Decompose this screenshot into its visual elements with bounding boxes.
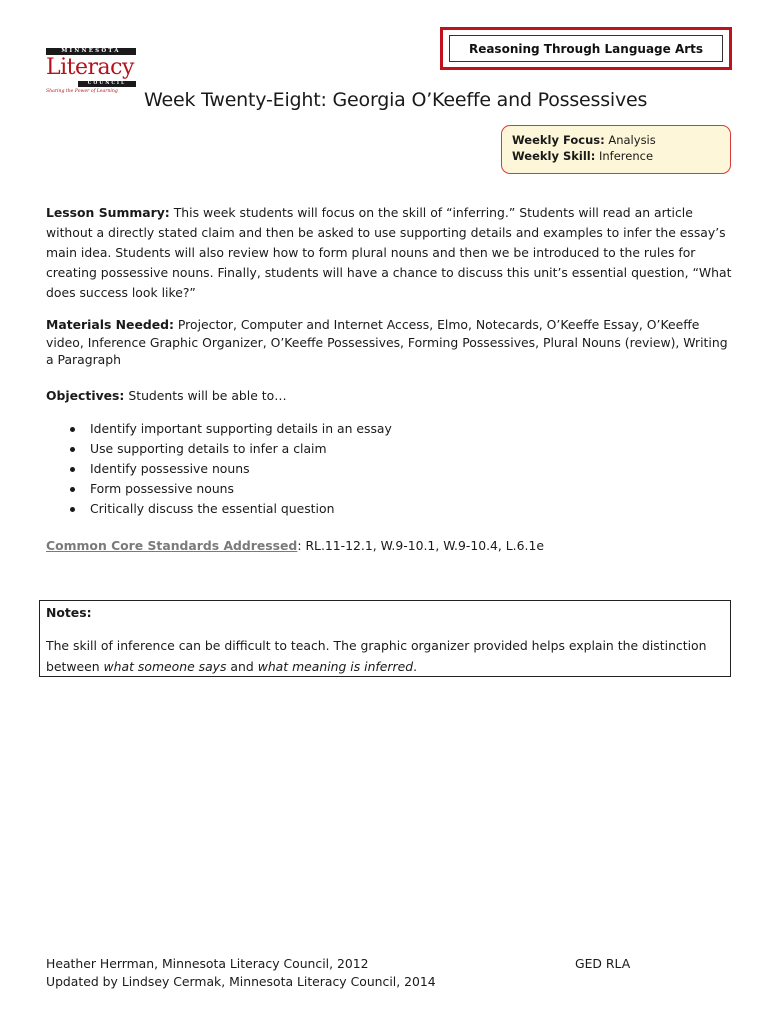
footer-line-1: Heather Herrman, Minnesota Literacy Council, 2012	[46, 956, 369, 971]
literacy-council-logo	[46, 48, 138, 108]
lesson-summary	[46, 203, 736, 303]
weekly-focus-value: Analysis	[608, 133, 656, 147]
course-badge	[440, 27, 732, 70]
notes-title: Notes:	[46, 605, 92, 620]
notes-text-a: The skill of inference can be difficult to teach. The graphic organizer provided helps explain the distinction between	[46, 638, 707, 674]
weekly-focus-line	[512, 133, 730, 149]
weekly-focus-box	[501, 125, 731, 174]
notes-text-c: .	[413, 659, 418, 674]
list-item: Critically discuss the essential question	[70, 499, 670, 519]
footer-line-2: Updated by Lindsey Cermak, Minnesota Literacy Council, 2014	[46, 973, 436, 989]
course-badge-label: Reasoning Through Language Arts	[449, 35, 723, 62]
objectives-heading	[46, 386, 736, 406]
materials-text: Projector, Computer and Internet Access, Elmo, Notecards, O’Keeffe Essay, O’Keeffe video, Inference Graphic Organizer, O’Keeffe Possessives, Forming Possessives, Plural Nouns (review), Writing a Paragraph	[46, 317, 728, 367]
objectives-intro: Students will be able to…	[128, 388, 287, 403]
standards-separator: :	[297, 538, 302, 553]
notes-italic-a: what someone says	[103, 659, 227, 674]
logo-top-text: MINNESOTA	[46, 48, 136, 55]
objectives-list	[70, 419, 670, 519]
lesson-summary-text: This week students will focus on the skill of “inferring.” Students will read an article without a directly stated claim and then be asked to use supporting details and examples to infer the essay’s main idea. Students will also review how to form plural nouns and then we be introduced to the rules for creating possessive nouns. Finally, students will have a chance to discuss this unit’s essential question, “What does success look like?”	[46, 205, 732, 300]
weekly-skill-value: Inference	[598, 148, 654, 163]
logo-main-text: Literacy	[46, 55, 134, 80]
page-title: Week Twenty-Eight: Georgia O’Keeffe and Possessives	[144, 89, 648, 111]
notes-italic-b: what meaning is inferred	[257, 659, 414, 674]
objectives-label: Objectives:	[46, 388, 125, 403]
notes-box	[39, 600, 731, 677]
footer-credits	[46, 955, 436, 990]
list-item: Form possessive nouns	[70, 479, 670, 499]
weekly-skill-label: Weekly Skill:	[512, 148, 596, 163]
logo-tagline: Sharing the Power of Learning	[46, 89, 118, 94]
list-item: Identify possessive nouns	[70, 459, 670, 479]
standards-line	[46, 536, 736, 556]
notes-text-b: and	[226, 659, 258, 674]
weekly-skill-line	[512, 149, 730, 165]
notes-body	[46, 635, 730, 677]
list-item: Identify important supporting details in an essay	[70, 419, 670, 439]
logo-council-text: COUNCIL	[78, 81, 136, 87]
list-item: Use supporting details to infer a claim	[70, 439, 670, 459]
standards-text: RL.11-12.1, W.9-10.1, W.9-10.4, L.6.1e	[305, 538, 544, 553]
materials-needed	[46, 316, 736, 369]
standards-label: Common Core Standards Addressed	[46, 538, 298, 553]
footer-course-code: GED RLA	[575, 956, 631, 971]
lesson-summary-label: Lesson Summary:	[46, 205, 170, 220]
materials-label: Materials Needed:	[46, 317, 174, 332]
weekly-focus-label: Weekly Focus:	[512, 133, 605, 147]
